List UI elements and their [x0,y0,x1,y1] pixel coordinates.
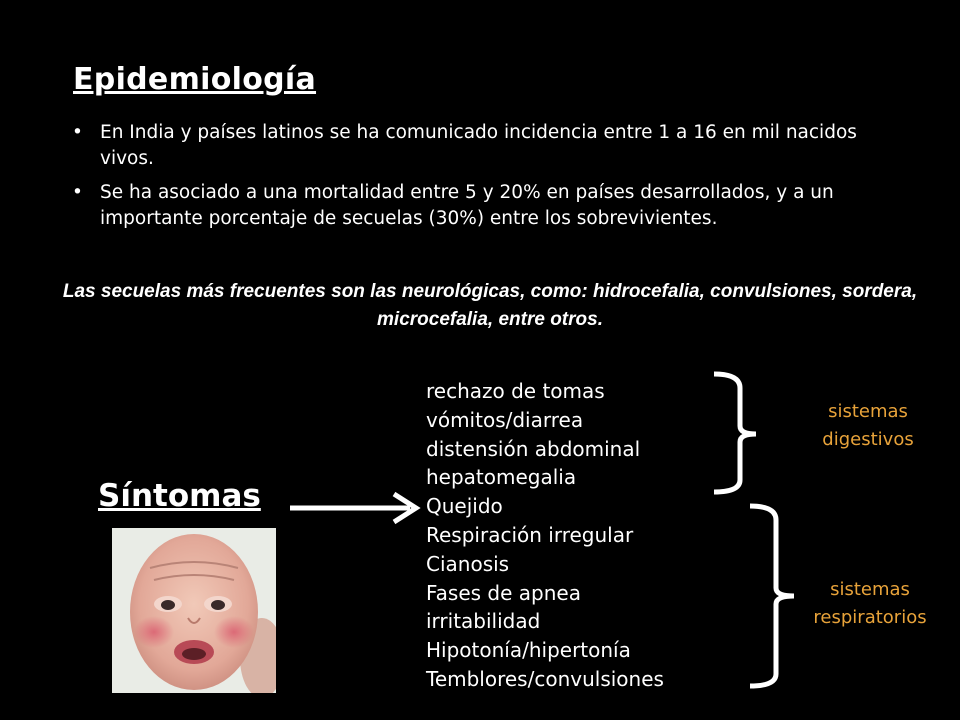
category-line: digestivos [822,429,914,450]
brace-respiratory-icon [742,500,802,692]
category-digestive [808,398,928,454]
bullet-marker: • [72,122,83,143]
category-respiratory [800,576,940,632]
symptom-list [426,377,664,694]
bullet-text: En India y países latinos se ha comunicado incidencia entre 1 a 16 en mil nacidos vivos. [100,122,857,169]
sequelae-note: Las secuelas más frecuentes son las neurológicas, como: hidrocefalia, convulsiones, sordera, microcefalia, entre otros. [62,281,918,330]
newborn-illustration [112,528,276,693]
symptom-item: Fases de apnea [426,580,581,605]
slide-title: Epidemiología [73,62,317,97]
bullet-list [72,120,902,240]
bullet-item [72,120,902,172]
symptom-item: irritabilidad [426,609,541,634]
symptom-item: vómitos/diarrea [426,407,584,432]
symptom-item: distensión abdominal [426,436,641,461]
symptom-item: Quejido [426,494,503,519]
arrow-icon [290,478,430,538]
symptom-item: Temblores/convulsiones [426,666,664,691]
bullet-text: Se ha asociado a una mortalidad entre 5 y 20% en países desarrollados, y a un importante porcentaje de secuelas (30%) entre los sobrevivientes. [100,182,834,229]
brace-digestive-icon [706,368,766,498]
symptoms-heading: Síntomas [98,478,261,514]
category-line: sistemas [828,401,908,422]
symptom-item: Hipotonía/hipertonía [426,638,631,663]
newborn-photo [112,528,276,693]
symptom-item: Respiración irregular [426,522,634,547]
symptom-item: rechazo de tomas [426,379,605,403]
bullet-marker: • [72,182,83,203]
symptom-item: Cianosis [426,551,510,576]
category-line: respiratorios [813,607,927,628]
symptom-item: hepatomegalia [426,465,577,490]
category-line: sistemas [830,579,910,600]
bullet-item [72,180,902,232]
